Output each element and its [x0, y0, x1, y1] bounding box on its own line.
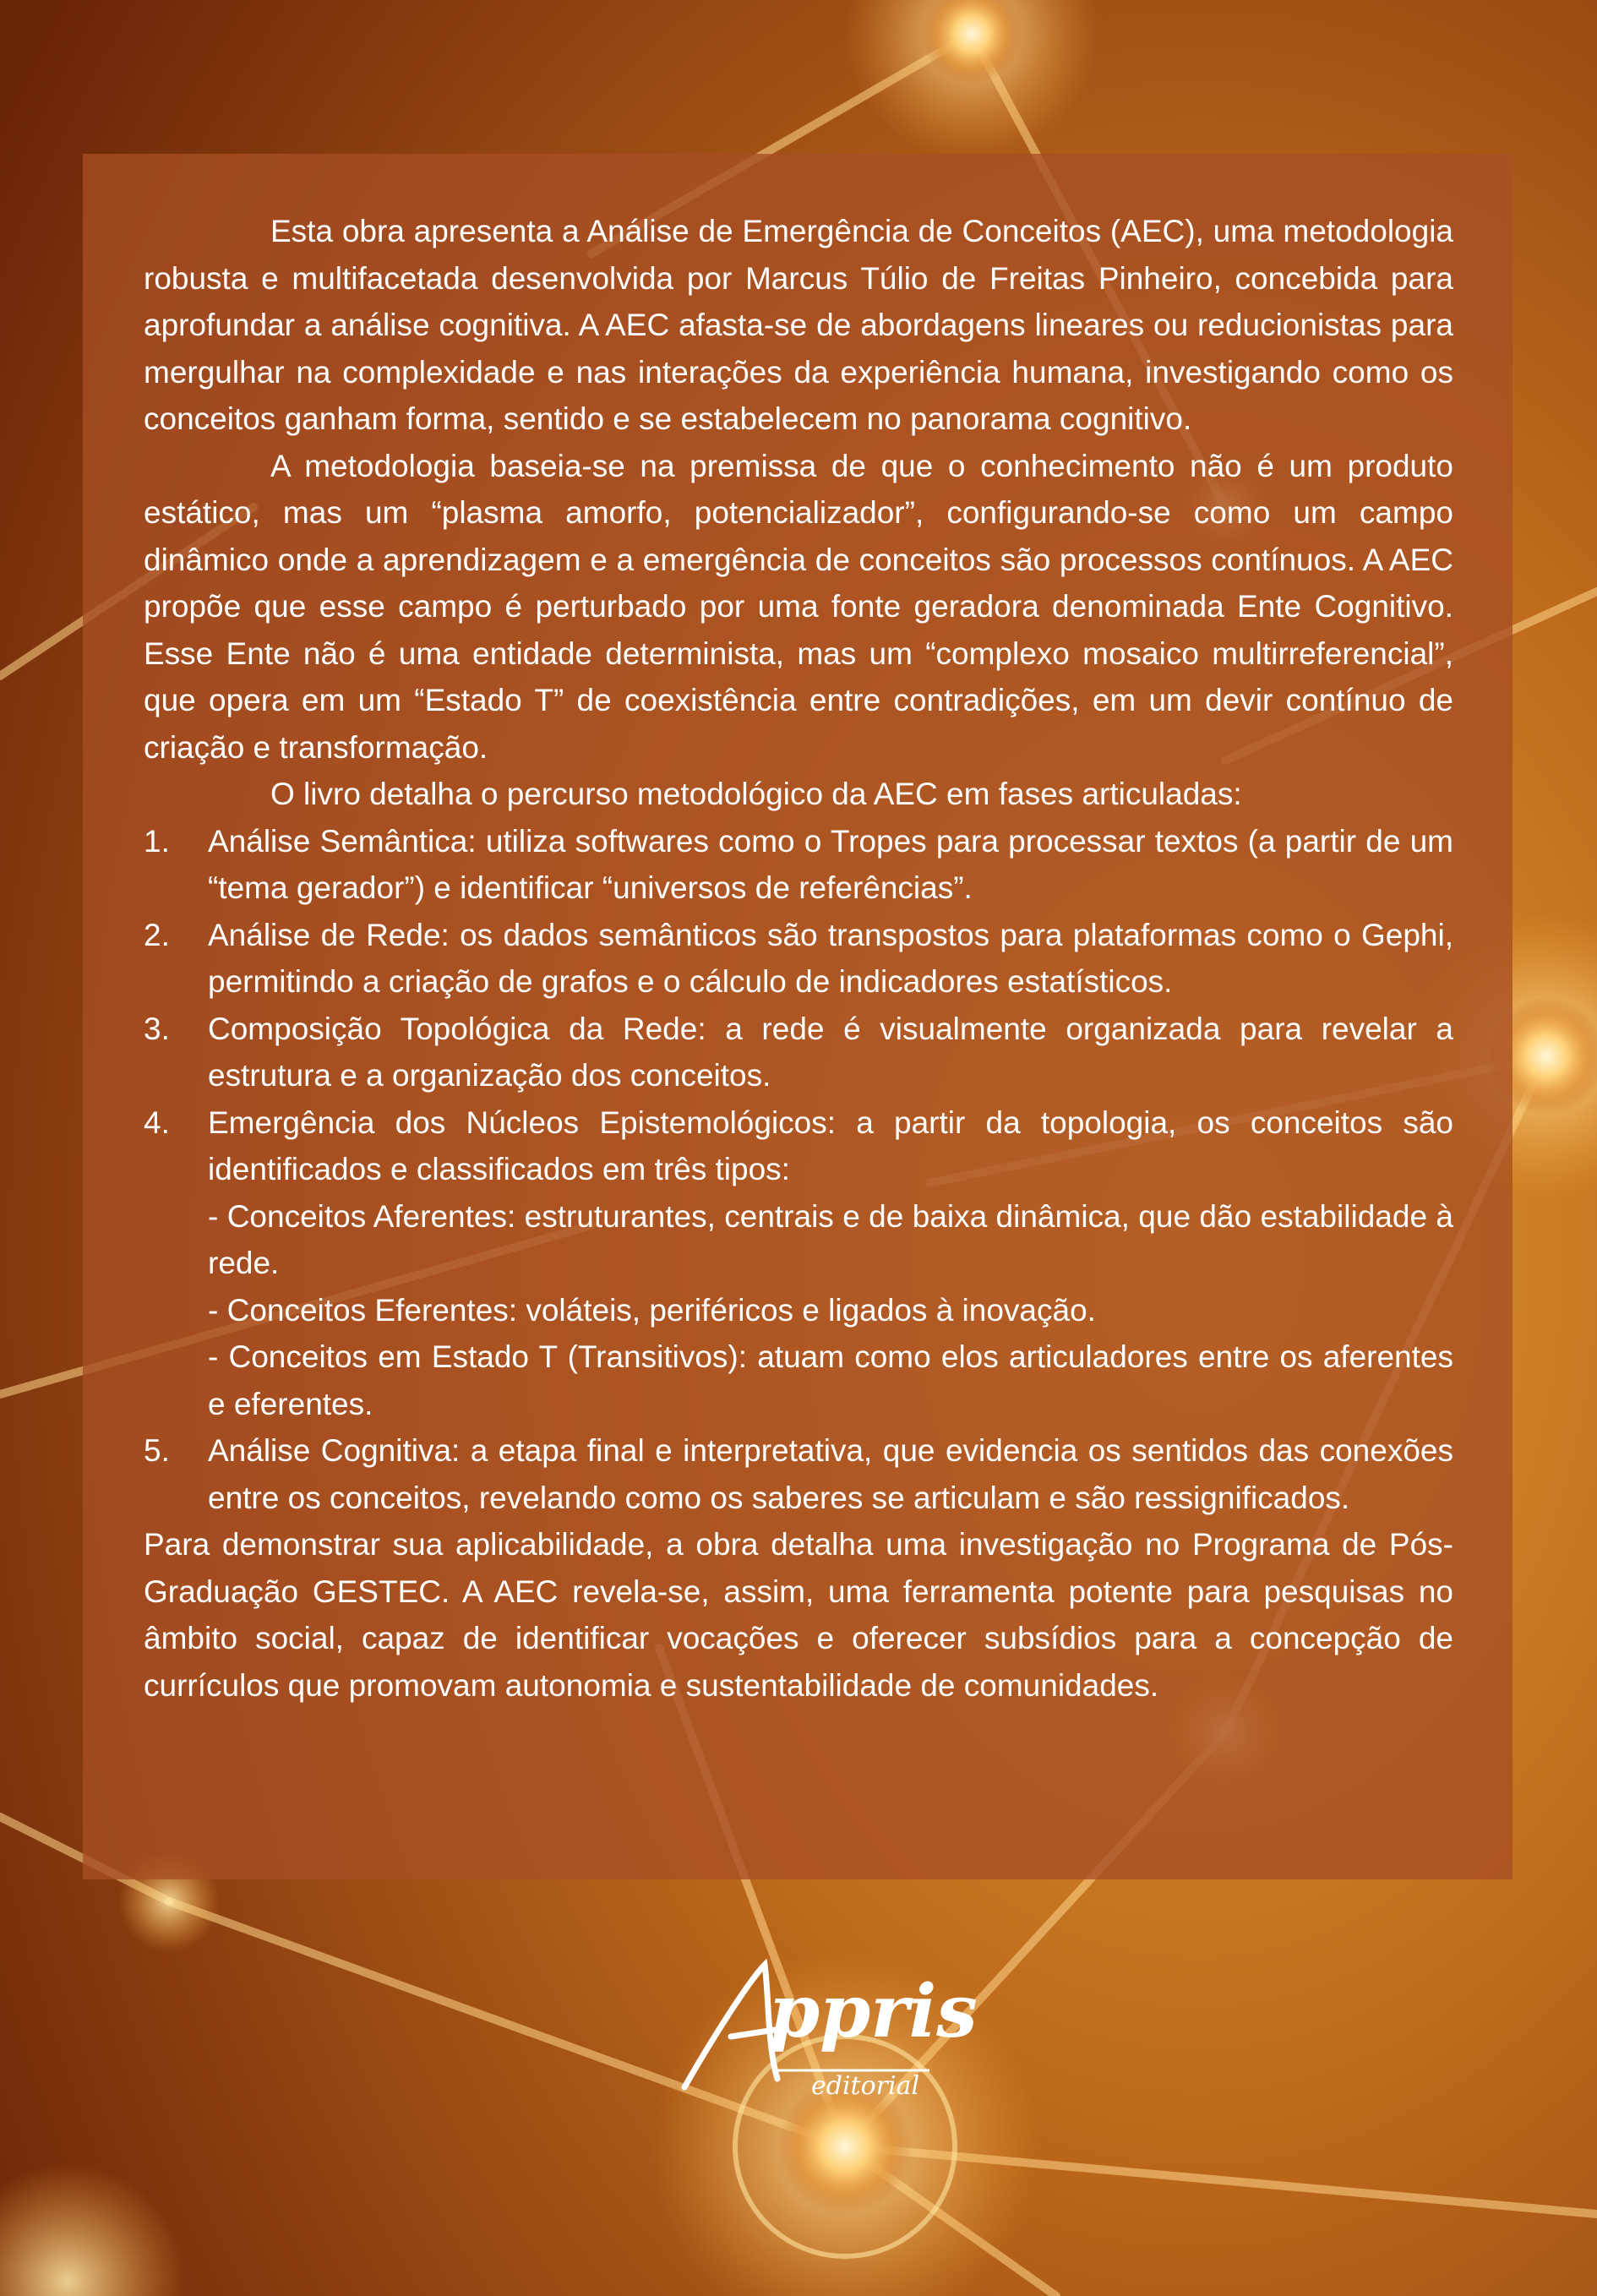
item-number: 2. [144, 917, 170, 952]
sub-item-afferent: - Conceitos Aferentes: estruturantes, centrais e de baixa dinâmica, que dão estabilidade à rede. [208, 1198, 1453, 1280]
publisher-logo [651, 1944, 978, 2113]
item-number: 1. [144, 823, 170, 859]
item-text: Análise Semântica: utiliza softwares como o Tropes para processar textos (a partir de um “tema gerador”) e identificar “universos de referências”. [208, 823, 1453, 905]
list-item [144, 1006, 1453, 1099]
list-item [144, 912, 1453, 1006]
list-item [144, 1427, 1453, 1521]
sub-item-transitive: - Conceitos em Estado T (Transitivos): atuam como elos articuladores entre os aferentes e eferentes. [208, 1339, 1453, 1421]
item-number: 3. [144, 1011, 170, 1046]
description-panel [83, 154, 1513, 1879]
intro-paragraph-2: A metodologia baseia-se na premissa de que o conhecimento não é um produto estático, mas um “plasma amorfo, potencializador”, configurando-se como um campo dinâmico onde a aprendizagem e a emergência de conceitos são processos contínuos. A AEC propõe que esse campo é perturbado por uma fonte geradora denominada Ente Cognitivo. Esse Ente não é uma entidade determinista, mas um “complexo mosaico multirreferencial”, que opera em um “Estado T” de coexistência entre contradições, em um devir contínuo de criação e transformação. [144, 448, 1453, 765]
item-number: 4. [144, 1104, 170, 1140]
item-text: Análise Cognitiva: a etapa final e interpretativa, que evidencia os sentidos das conexões entre os conceitos, revelando como os saberes se articulam e são ressignificados. [208, 1433, 1453, 1515]
phase-list [144, 818, 1453, 1522]
intro-paragraph-3: O livro detalha o percurso metodológico da AEC em fases articuladas: [270, 777, 1242, 811]
list-item [144, 1099, 1453, 1428]
logo-wordmark: ppris [769, 1969, 978, 2054]
item-text: Emergência dos Núcleos Epistemológicos: a partir da topologia, os conceitos são identificados e classificados em três tipos: [208, 1104, 1453, 1186]
sub-item-efferent: - Conceitos Eferentes: voláteis, periféricos e ligados à inovação. [208, 1292, 1096, 1328]
list-item [144, 818, 1453, 912]
item-number: 5. [144, 1433, 170, 1468]
intro-paragraph-1: Esta obra apresenta a Análise de Emergência de Conceitos (AEC), uma metodologia robusta e multifacetada desenvolvida por Marcus Túlio de Freitas Pinheiro, concebida para aprofundar a análise cognitiva. A AEC afasta-se de abordagens lineares ou reducionistas para mergulhar na complexidade e nas interações da experiência humana, investigando como os conceitos ganham forma, sentido e se estabelecem no panorama cognitivo. [144, 214, 1453, 436]
item-text: Análise de Rede: os dados semânticos são transpostos para plataformas como o Gephi, permitindo a criação de grafos e o cálculo de indicadores estatísticos. [208, 917, 1453, 999]
closing-paragraph: Para demonstrar sua aplicabilidade, a obra detalha uma investigação no Programa de Pós-Graduação GESTEC. A AEC revela-se, assim, uma ferramenta potente para pesquisas no âmbito social, capaz de identificar vocações e oferecer subsídios para a concepção de currículos que promovam autonomia e sustentabilidade de comunidades. [144, 1527, 1453, 1703]
item-text: Composição Topológica da Rede: a rede é visualmente organizada para revelar a estrutura e a organização dos conceitos. [208, 1011, 1453, 1093]
logo-subtitle: editorial [811, 2071, 920, 2101]
